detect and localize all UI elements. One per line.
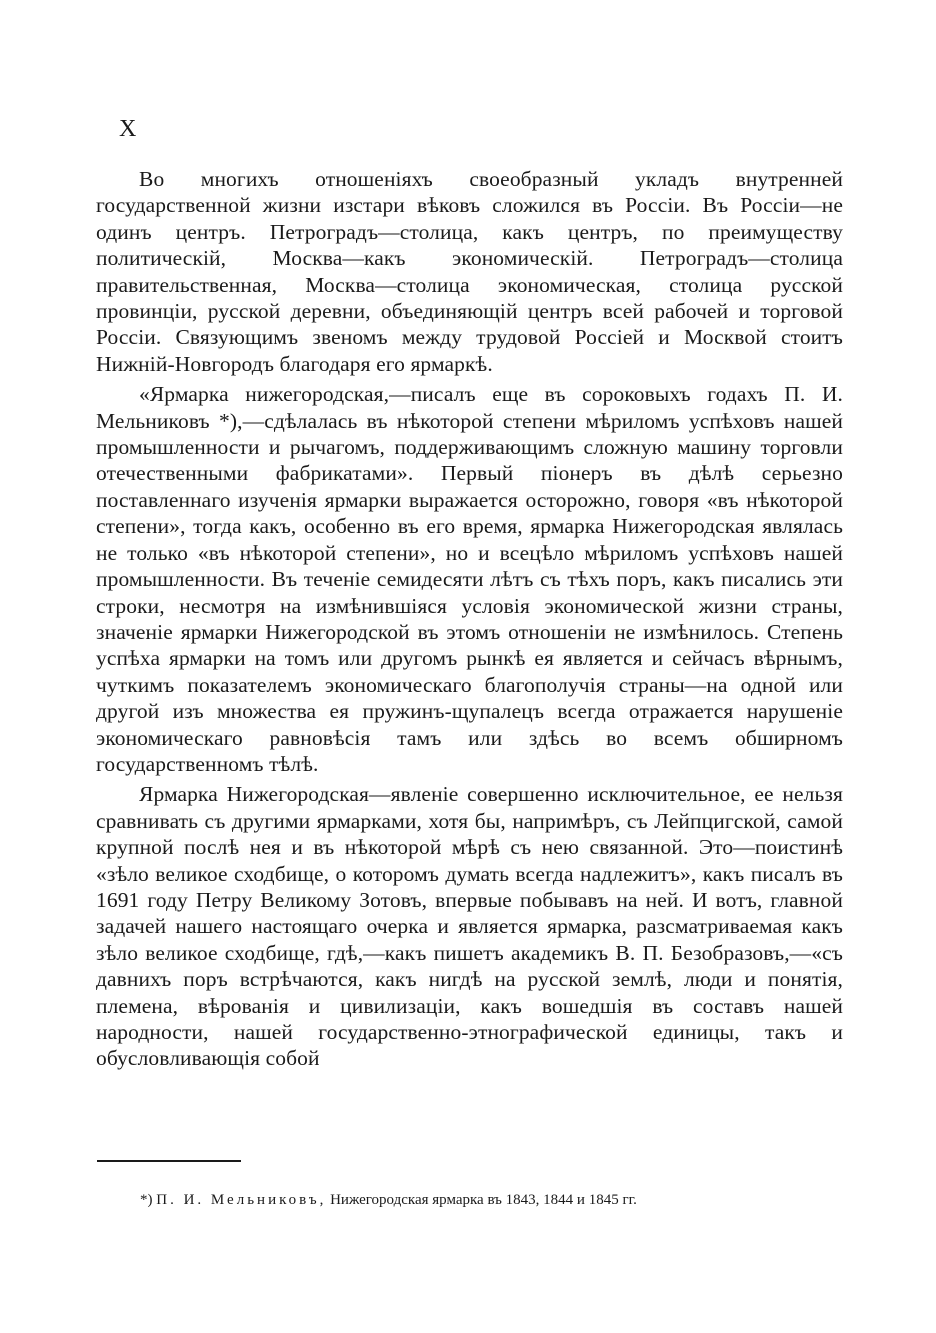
paragraph-2: «Ярмарка нижегородская,—писалъ еще въ сороковыхъ годахъ П. И. Мельниковъ *),—сдѣлалась въ нѣкоторой степени мѣриломъ успѣховъ нашей промышленности и рычагомъ, поддерживающимъ сложную машину торговли отечественными фабрикатами». Первый піонеръ въ дѣлѣ серьезно поставленнаго изученія ярмарки выражается осторожно, говоря «въ нѣкоторой степени», тогда какъ, особенно въ его время, ярмарка Нижегородская являлась не только «въ нѣкоторой степени», но и всецѣло мѣриломъ успѣховъ нашей промышленности. Въ теченіе семидесяти лѣтъ съ тѣхъ поръ, какъ писались эти строки, несмотря на измѣнившіяся условія экономической жизни страны, значеніе ярмарки Нижегородской въ этомъ отношеніи не измѣнилось. Степень успѣха ярмарки на томъ или другомъ рынкѣ ея является и сейчасъ вѣрнымъ, чуткимъ показателемъ экономическаго благополучія страны—на одной или другой изъ множества ея пружинъ-щупалецъ всегда отражается нарушеніе экономическаго равновѣсія тамъ или здѣсь во всемъ обширномъ государственномъ тѣлѣ.	[96, 382, 843, 776]
footnote-marker: *)	[140, 1192, 153, 1208]
footnote	[140, 1191, 637, 1209]
footnote-author: П. И. Мельниковъ,	[156, 1192, 327, 1208]
paragraph-3: Ярмарка Нижегородская—явленіе совершенно исключительное, ее нельзя сравнивать съ другими ярмарками, хотя бы, напримѣръ, съ Лейпцигской, самой крупной послѣ нея и въ нѣкоторой мѣрѣ съ нею связанной. Это—поистинѣ «зѣло великое сходбище, о которомъ думать всегда надлежитъ», какъ писалъ въ 1691 году Петру Великому Зотовъ, впервые побывавъ на ней. И вотъ, главной задачей нашего настоящаго очерка и является ярмарка, разсматриваемая какъ зѣло великое сходбище, гдѣ,—какъ пишетъ академикъ В. П. Безобразовъ,—«съ давнихъ поръ встрѣчаются, какъ нигдѣ на русской землѣ, люди и понятія, племена, вѣрованія и цивилизаціи, какъ вошедшія въ составъ нашей народности, нашей государственно-этнографической единицы, такъ и обусловливающія собой	[96, 782, 843, 1071]
footnote-divider	[97, 1160, 241, 1162]
body-text	[96, 166, 843, 1072]
footnote-title: Нижегородская ярмарка въ 1843, 1844 и 1845 гг.	[330, 1192, 637, 1208]
page-number: X	[119, 116, 137, 142]
paragraph-1: Во многихъ отношеніяхъ своеобразный укладъ внутренней государственной жизни изстари вѣковъ сложился въ Россіи. Въ Россіи—не одинъ центръ. Петроградъ—столица, какъ центръ, по преимуществу политическій, Москва—какъ экономическій. Петроградъ—столица правительственная, Москва—столица экономическая, столица русской провинціи, русской деревни, объединяющій центръ всей рабочей и торговой Россіи. Связующимъ звеномъ между трудовой Россіей и Москвой стоитъ Нижній-Новгородъ благодаря его ярмаркѣ.	[96, 167, 843, 376]
